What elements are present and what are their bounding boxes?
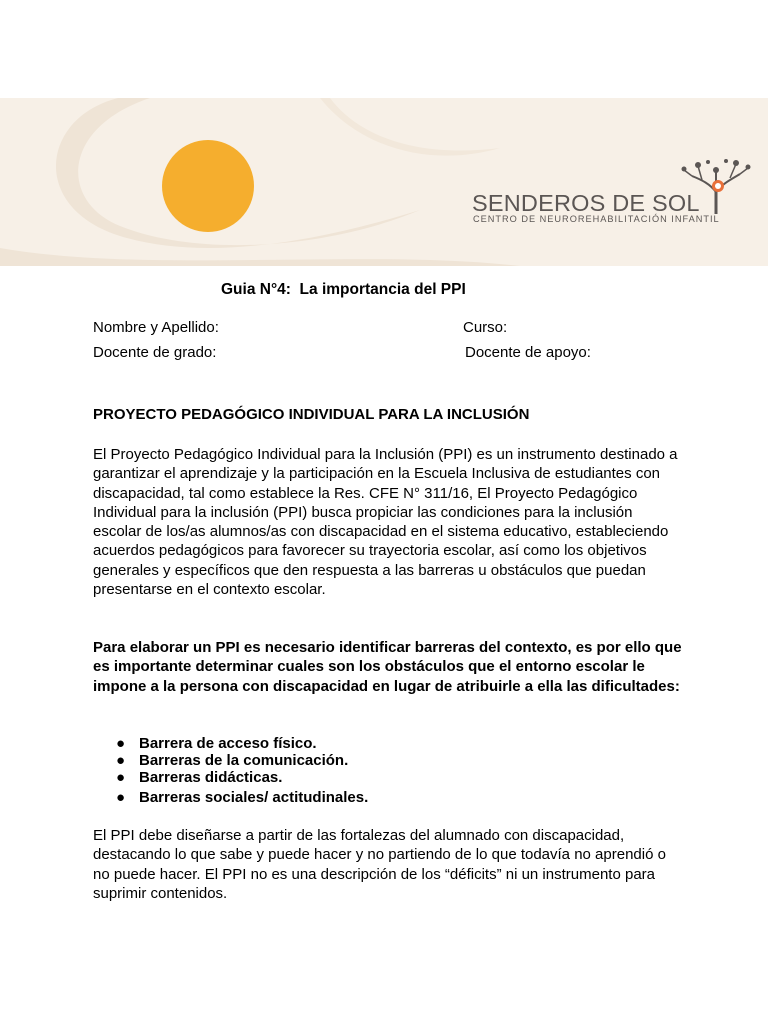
- page-title: Guia N°4: La importancia del PPI: [221, 281, 466, 298]
- closing-paragraph: El PPI debe diseñarse a partir de las fortalezas del alumnado con discapacidad, destacando lo que sabe y puede hacer y no partiendo de lo que todavía no aprendió o no puede hacer. El PPI no es una descripción de los “déficits” ni un instrumento para suprimir contenidos.: [93, 827, 666, 902]
- list-item: [93, 789, 368, 806]
- barrier-list: [93, 735, 368, 806]
- barrier-label: Barreras de la comunicación.: [139, 752, 349, 769]
- barriers-intro-paragraph: Para elaborar un PPI es necesario identificar barreras del contexto, es por ello que es importante determinar cuales son los obstáculos que el entorno escolar le impone a la persona con discapacidad en lugar de atribuirle a ella las dificultades:: [93, 639, 682, 695]
- bullet-icon: ●: [116, 752, 126, 769]
- support-teacher-field-label: Docente de apoyo:: [465, 344, 591, 361]
- list-item: [93, 769, 368, 786]
- barrier-label: Barreras sociales/ actitudinales.: [139, 789, 369, 806]
- tree-logo-icon: [680, 156, 752, 216]
- teacher-field-label: Docente de grado:: [93, 344, 217, 361]
- decorative-swirl: [0, 98, 768, 266]
- barrier-label: Barrera de acceso físico.: [139, 735, 317, 752]
- bullet-icon: ●: [116, 735, 126, 752]
- section-heading: PROYECTO PEDAGÓGICO INDIVIDUAL PARA LA INCLUSIÓN: [93, 406, 530, 423]
- name-field-label: Nombre y Apellido:: [93, 319, 219, 336]
- list-item: [93, 752, 368, 769]
- header-banner: [0, 98, 768, 266]
- bullet-icon: ●: [116, 789, 126, 806]
- course-field-label: Curso:: [463, 319, 508, 336]
- intro-paragraph: El Proyecto Pedagógico Individual para la Inclusión (PPI) es un instrumento destinado a garantizar el aprendizaje y la participación en la Escuela Inclusiva de estudiantes con discapacidad, tal como establece la Res. CFE N° 311/16, El Proyecto Pedagógico Individual para la inclusión (PPI) busca propiciar las condiciones para la inclusión escolar de los/as alumnos/as con discapacidad en el sistema educativo, estableciendo acuerdos pedagógicos para favorecer su trayectoria escolar, así como los objetivos generales y específicos que den respuesta a las barreras u obstáculos que puedan presentarse en el contexto escolar.: [93, 446, 678, 599]
- bullet-icon: ●: [116, 769, 126, 786]
- sun-circle-icon: [162, 140, 254, 232]
- list-item: [93, 735, 368, 752]
- barrier-label: Barreras didácticas.: [139, 769, 283, 786]
- brand-name: SENDEROS DE SOL: [472, 190, 700, 216]
- brand-tagline: CENTRO DE NEUROREHABILITACIÓN INFANTIL: [473, 214, 720, 224]
